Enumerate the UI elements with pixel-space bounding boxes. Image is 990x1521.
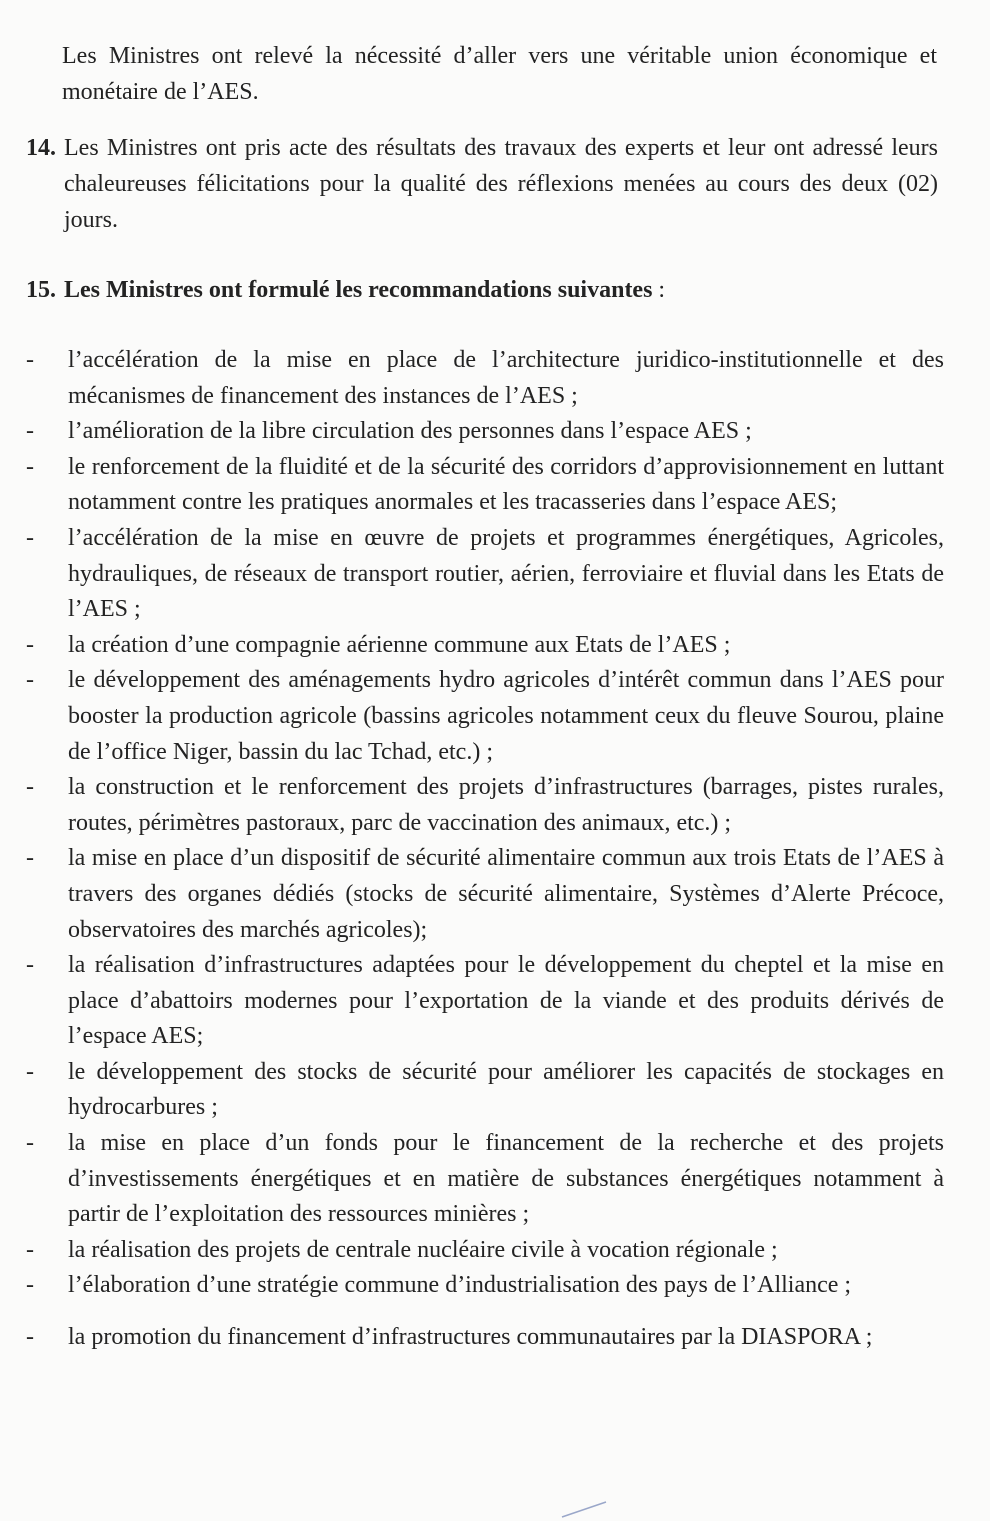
bullet-dash: -: [26, 1058, 34, 1085]
heading-colon: :: [652, 277, 666, 303]
bullet-dash: -: [26, 524, 34, 551]
list-item-text: l’accélération de la mise en œuvre de projets et programmes énergétiques, Agricoles, hydrauliques, de réseaux de transport routier, aérien, ferroviaire et fluvial dans les Etats de l’AES ;: [68, 524, 944, 623]
recommendations-heading: Les Ministres ont formulé les recommandations suivantes: [64, 277, 653, 303]
list-item: [26, 948, 944, 1055]
paragraph-14-text: Les Ministres ont pris acte des résultats des travaux des experts et leur ont adressé leurs chaleureuses félicitations pour la qualité des réflexions menées au cours des deux (02) jours.: [64, 135, 938, 233]
list-item: [26, 628, 944, 664]
paragraph-14: [26, 130, 938, 238]
list-item-text: le développement des stocks de sécurité pour améliorer les capacités de stockages en hydrocarbures ;: [68, 1058, 944, 1121]
list-item: [26, 770, 944, 841]
list-item-text: la réalisation d’infrastructures adaptées pour le développement du cheptel et la mise en place d’abattoirs modernes pour l’exportation de la viande et des produits dérivés de l’espace AES;: [68, 952, 944, 1050]
list-item: [26, 663, 944, 770]
paragraph-number: 15.: [26, 277, 56, 303]
list-item: [26, 450, 944, 521]
paragraph-15-heading: [64, 272, 938, 308]
recommendations-list: [26, 343, 944, 1356]
list-item-text: le développement des aménagements hydro agricoles d’intérêt commun dans l’AES pour booster la production agricole (bassins agricoles notamment ceux du fleuve Sourou, plaine de l’office Niger, bassin du lac Tchad, etc.) ;: [68, 667, 944, 765]
list-item: [26, 1233, 944, 1269]
bullet-dash: -: [26, 667, 34, 694]
list-item: [26, 343, 944, 414]
list-item: [26, 1320, 944, 1356]
list-item-text: la construction et le renforcement des projets d’infrastructures (barrages, pistes rurales, routes, périmètres pastoraux, parc de vaccination des animaux, etc.) ;: [68, 774, 944, 836]
list-item-text: l’élaboration d’une stratégie commune d’industrialisation des pays de l’Alliance ;: [68, 1272, 852, 1299]
paragraph-15: [26, 272, 938, 308]
list-item-text: la promotion du financement d’infrastructures communautaires par la DIASPORA ;: [68, 1324, 873, 1351]
list-item: [26, 1055, 944, 1126]
bullet-dash: -: [26, 631, 34, 658]
bullet-dash: -: [26, 453, 34, 480]
list-item-text: le renforcement de la fluidité et de la sécurité des corridors d’approvisionnement en luttant notamment contre les pratiques anormales et les tracasseries dans l’espace AES;: [68, 453, 944, 516]
list-item: [26, 1268, 944, 1304]
list-item-text: la mise en place d’un fonds pour le financement de la recherche et des projets d’investissements énergétiques et en matière de substances énergétiques notamment à partir de l’exploitation des ressources minières ;: [68, 1130, 944, 1228]
intro-paragraph: Les Ministres ont relevé la nécessité d’aller vers une véritable union économique et monétaire de l’AES.: [62, 43, 937, 105]
list-item-text: la création d’une compagnie aérienne commune aux Etats de l’AES ;: [68, 631, 731, 658]
list-item: [26, 414, 944, 450]
list-item-text: l’accélération de la mise en place de l’architecture juridico-institutionnelle et des mécanismes de financement des instances de l’AES ;: [68, 347, 944, 409]
bullet-dash: -: [26, 347, 34, 373]
bullet-dash: -: [26, 952, 34, 979]
list-item-text: l’amélioration de la libre circulation des personnes dans l’espace AES ;: [68, 418, 752, 445]
bullet-dash: -: [26, 1272, 34, 1299]
list-item: [26, 841, 944, 948]
list-item-text: la réalisation des projets de centrale nucléaire civile à vocation régionale ;: [68, 1236, 778, 1263]
list-item: [26, 1126, 944, 1233]
bullet-dash: -: [26, 845, 34, 872]
bullet-dash: -: [26, 1236, 34, 1263]
bullet-dash: -: [26, 418, 34, 445]
bullet-dash: -: [26, 1324, 34, 1351]
list-item-text: la mise en place d’un dispositif de sécurité alimentaire commun aux trois Etats de l’AES à travers des organes dédiés (stocks de sécurité alimentaire, Systèmes d’Alerte Précoce, observatoires des marchés agricoles);: [68, 845, 944, 943]
list-item: [26, 521, 944, 628]
bullet-dash: -: [26, 774, 34, 801]
pen-stroke-mark: [560, 1500, 610, 1518]
paragraph-number: 14.: [26, 135, 56, 161]
bullet-dash: -: [26, 1130, 34, 1157]
